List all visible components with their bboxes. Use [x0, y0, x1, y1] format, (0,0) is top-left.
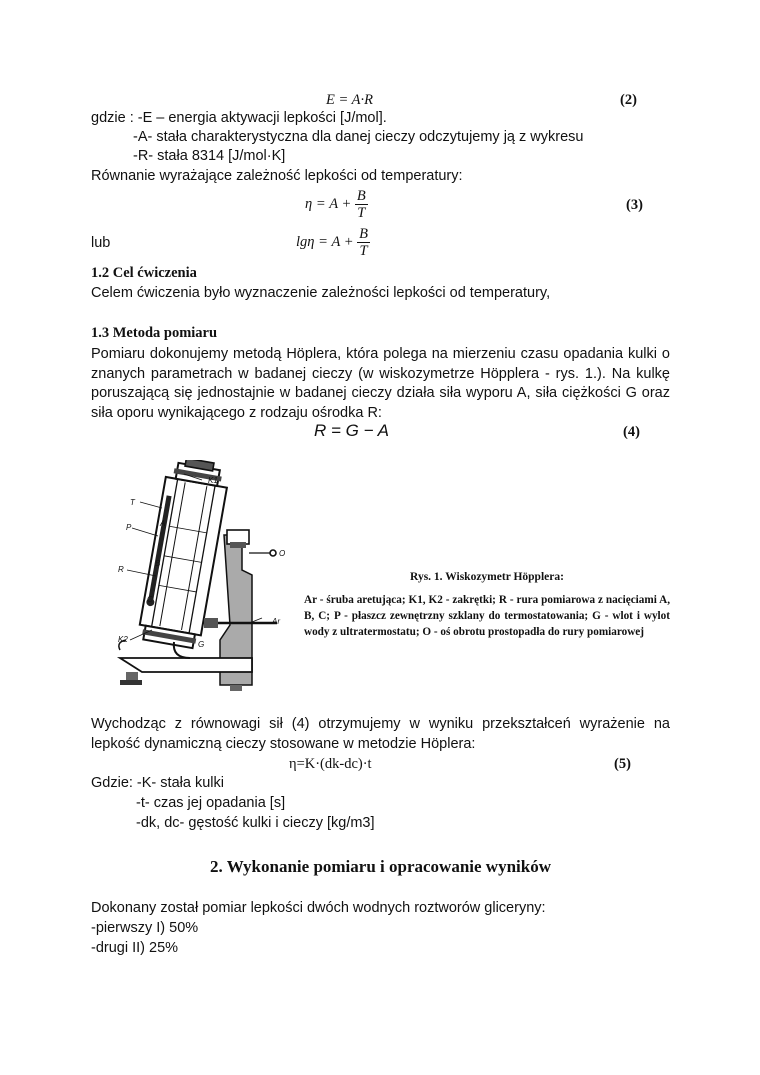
equation-3-alt-lhs: lgη = A + [296, 234, 354, 250]
equation-3-number: (3) [626, 197, 643, 213]
equation-5-number: (5) [614, 756, 631, 772]
figure-title: Rys. 1. Wiskozymetr Höpplera: [410, 571, 564, 583]
figure-label-g: G [198, 640, 205, 649]
section-1-2-text: Celem ćwiczenia było wyznaczenie zależności lepkości od temperatury, [91, 285, 551, 301]
equation-2-number: (2) [620, 92, 637, 108]
equation-3-fraction [355, 188, 368, 221]
equation-3-alt-denominator: T [359, 243, 368, 259]
equation-3-lhs: η = A + [305, 196, 352, 212]
figure-label-k2: K2 [118, 635, 128, 644]
figure-label-t: T [130, 498, 135, 507]
equation-3 [305, 188, 368, 221]
section-2-item-1: -pierwszy I) 50% [91, 920, 199, 936]
equation-3-alt-fraction [357, 226, 370, 259]
section-1-2-heading: 1.2 Cel ćwiczenia [91, 265, 197, 281]
figure-caption: Ar - śruba aretująca; K1, K2 - zakrętki; R - rura pomiarowa z nacięciami A, B, C; P - płaszcz zewnętrzny szklany do termostatowania; G - wlot i wylot wody z ultratermostatu; O - oś obrotu prostopadła do rury pomiarowej [304, 594, 670, 638]
figure-label-p: P [126, 523, 132, 532]
equation-3-denominator: T [357, 205, 366, 221]
equation-3-alt-numerator: B [359, 226, 368, 242]
equation-3-numerator: B [356, 188, 366, 204]
section-2-item-2: -drugi II) 25% [91, 940, 179, 956]
where-d: -dk, dc- gęstość kulki i cieczy [kg/m3] [136, 815, 375, 831]
figure-label-c: C [147, 595, 153, 604]
equation-4-number: (4) [623, 424, 640, 440]
equation-2: E = A·R [326, 92, 373, 108]
where-energy: gdzie : -E – energia aktywacji lepkości [J/mol]. [91, 110, 387, 126]
equation-3-alt [296, 226, 370, 259]
section-2-intro: Dokonany został pomiar lepkości dwóch wodnych roztworów gliceryny: [91, 900, 546, 916]
equation-4: R = G − A [314, 421, 389, 440]
equation-5: η=K·(dk-dc)·t [289, 756, 372, 772]
hoppler-viscometer-figure [112, 460, 302, 695]
section-2-heading: 2. Wykonanie pomiaru i opracowanie wyników [210, 857, 551, 876]
figure-label-k1: K1 [208, 476, 218, 485]
where-a-constant: -A- stała charakterystyczna dla danej cieczy odczytujemy ją z wykresu [133, 129, 584, 145]
figure-label-b: B [155, 559, 161, 568]
figure-label-a: A [160, 519, 166, 528]
figure-label-o: O [279, 549, 286, 558]
eq5-intro: Wychodząc z równowagi sił (4) otrzymujemy w wyniku przekształceń wyrażenie na lepkość dynamiczną cieczy stosowane w metodzie Höplera: [91, 716, 670, 752]
where-k: Gdzie: -K- stała kulki [91, 775, 224, 791]
figure-label-r: R [118, 565, 124, 574]
figure-label-ar: Ar [272, 617, 280, 626]
where-t: -t- czas jej opadania [s] [136, 795, 286, 811]
where-r-constant: -R- stała 8314 [J/mol·K] [133, 148, 286, 164]
section-1-3-text: Pomiaru dokonujemy metodą Höplera, która polega na mierzeniu czasu opadania kulki o znanych parametrach w badanej cieczy (w wiskozymetrze Höpplera - rys. 1.). Na kulkę poruszającą się jednostajnie w badanej cieczy działa siła wyporu A, siła ciężkości G oraz siła oporu wynikającego z rodzaju ośrodka R: [91, 346, 670, 421]
eq3-intro: Równanie wyrażające zależność lepkości od temperatury: [91, 168, 463, 184]
eq3-alt-prefix: lub [91, 235, 111, 251]
section-1-3-heading: 1.3 Metoda pomiaru [91, 325, 218, 341]
